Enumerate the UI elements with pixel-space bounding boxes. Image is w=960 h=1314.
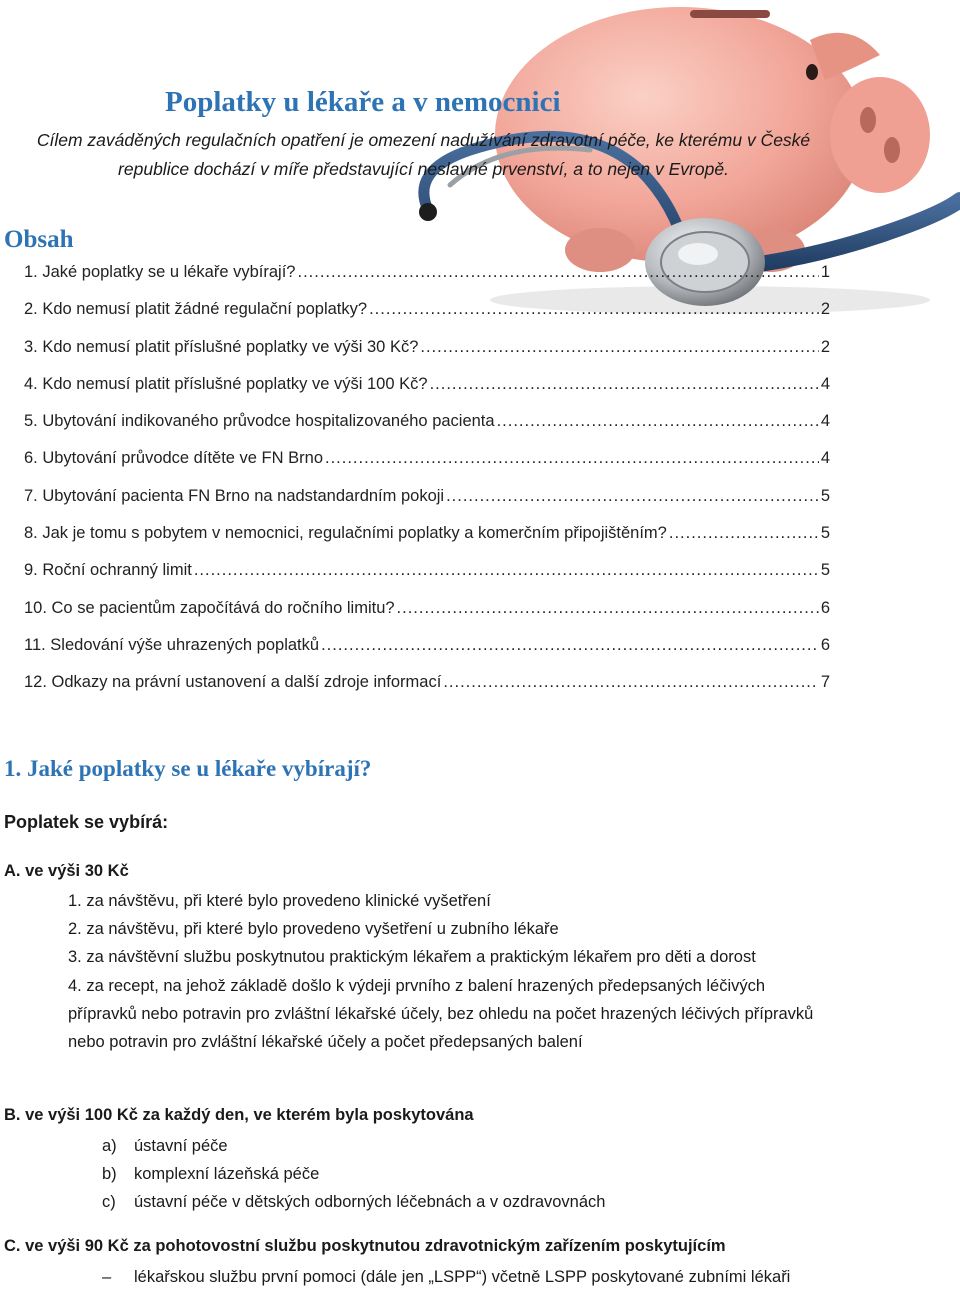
- toc-page-number: 6: [820, 635, 830, 654]
- toc-leader: [443, 664, 819, 701]
- toc-item-1[interactable]: [24, 254, 830, 291]
- toc-item-label: 9. Roční ochranný limit: [24, 561, 192, 580]
- toc-page-number: 5: [820, 561, 830, 580]
- fee-group-a-label: A. ve výši 30 Kč: [4, 862, 129, 880]
- toc-page-number: 4: [820, 374, 830, 393]
- toc-item-10[interactable]: [24, 590, 830, 627]
- toc-page-number: 5: [820, 486, 830, 505]
- list-item: 4. za recept, na jehož základě došlo k výdeji prvního z balení hrazených předepsaných léčivých přípravků nebo potravin pro zvláštní lékařské účely, bez ohledu na počet hrazených léčivých přípravků nebo potravin pro zvláštní lékařské účely a počet předepsaných balení: [68, 976, 814, 1052]
- toc-item-label: 11. Sledování výše uhrazených poplatků: [24, 635, 320, 654]
- list-item-text: komplexní lázeňská péče: [134, 1165, 320, 1184]
- fee-group-b-label: B. ve výši 100 Kč za každý den, ve kterém byla poskytována: [4, 1106, 474, 1124]
- page-subtitle: Cílem zaváděných regulačních opatření je omezení nadužívání zdravotní péče, ke kterému v České republice dochází v míře představující neslavné prvenství, a to nejen v Evropě.: [36, 130, 811, 179]
- fee-group-b-list: [102, 1132, 822, 1217]
- fee-group-a-list: [68, 887, 828, 1056]
- list-marker: c): [102, 1193, 116, 1212]
- toc-heading: Obsah: [4, 226, 74, 253]
- toc-item-label: 6. Ubytování průvodce dítěte ve FN Brno: [24, 449, 323, 468]
- toc-item-label: 4. Kdo nemusí platit příslušné poplatky ve výši 100 Kč?: [24, 374, 428, 393]
- list-item-text: ústavní péče v dětských odborných léčebnách a v ozdravovnách: [134, 1193, 606, 1212]
- toc-item-7[interactable]: [24, 478, 830, 515]
- table-of-contents: [24, 254, 830, 702]
- toc-leader: [497, 403, 819, 440]
- fee-group-c-label: C. ve výši 90 Kč za pohotovostní službu poskytnutou zdravotnickým zařízením poskytujícím: [4, 1237, 726, 1255]
- toc-item-8[interactable]: [24, 515, 830, 552]
- section-heading: 1. Jaké poplatky se u lékaře vybírají?: [4, 756, 372, 781]
- toc-page-number: 5: [820, 524, 830, 543]
- toc-page-number: 4: [820, 449, 830, 468]
- list-item: 3. za návštěvní službu poskytnutou praktickým lékařem a praktickým lékařem pro děti a dorost: [68, 948, 756, 967]
- toc-item-label: 5. Ubytování indikovaného průvodce hospitalizovaného pacienta: [24, 412, 495, 431]
- toc-item-12[interactable]: [24, 664, 830, 701]
- list-item-text: lékařskou službu první pomoci (dále jen „LSPP“) včetně LSPP poskytované zubními lékaři: [134, 1268, 791, 1286]
- toc-item-label: 3. Kdo nemusí platit příslušné poplatky ve výši 30 Kč?: [24, 337, 419, 356]
- toc-item-label: 2. Kdo nemusí platit žádné regulační poplatky?: [24, 300, 368, 319]
- list-item: 1. za návštěvu, při které bylo provedeno klinické vyšetření: [68, 892, 491, 910]
- toc-item-label: 12. Odkazy na právní ustanovení a další zdroje informací: [24, 673, 442, 692]
- list-item: [102, 1188, 822, 1216]
- toc-leader: [325, 440, 819, 477]
- toc-leader: [669, 515, 819, 552]
- toc-item-3[interactable]: [24, 329, 830, 366]
- toc-item-2[interactable]: [24, 291, 830, 328]
- toc-page-number: 7: [820, 673, 830, 692]
- toc-leader: [430, 366, 819, 403]
- toc-page-number: 1: [820, 263, 830, 281]
- dash-marker: –: [102, 1268, 112, 1286]
- toc-page-number: 2: [820, 337, 830, 356]
- toc-item-5[interactable]: [24, 403, 830, 440]
- toc-item-4[interactable]: [24, 366, 830, 403]
- toc-item-label: 7. Ubytování pacienta FN Brno na nadstandardním pokoji: [24, 486, 445, 505]
- toc-item-label: 10. Co se pacientům započítává do ročního limitu?: [24, 598, 395, 617]
- list-item: [102, 1160, 822, 1188]
- list-item: 2. za návštěvu, při které bylo provedeno vyšetření u zubního lékaře: [68, 920, 559, 939]
- toc-leader: [446, 478, 819, 515]
- toc-item-label: 1. Jaké poplatky se u lékaře vybírají?: [24, 263, 296, 281]
- fee-group-c-list: [102, 1263, 822, 1291]
- list-item: [102, 1132, 822, 1160]
- toc-leader: [194, 552, 819, 589]
- toc-leader: [297, 254, 818, 291]
- toc-item-9[interactable]: [24, 552, 830, 589]
- toc-item-11[interactable]: [24, 627, 830, 664]
- toc-leader: [369, 291, 819, 328]
- toc-page-number: 6: [820, 598, 830, 617]
- list-item-text: ústavní péče: [134, 1137, 228, 1155]
- page-title: Poplatky u lékaře a v nemocnici: [165, 86, 561, 118]
- section-subheading: Poplatek se vybírá:: [4, 812, 169, 832]
- toc-leader: [321, 627, 819, 664]
- toc-leader: [420, 329, 818, 366]
- list-marker: b): [102, 1165, 117, 1184]
- toc-page-number: 4: [820, 412, 830, 431]
- list-item: [102, 1263, 822, 1291]
- toc-item-label: 8. Jak je tomu s pobytem v nemocnici, regulačními poplatky a komerčním připojištěním?: [24, 524, 667, 543]
- toc-page-number: 2: [820, 300, 830, 319]
- toc-item-6[interactable]: [24, 440, 830, 477]
- list-marker: a): [102, 1137, 117, 1155]
- toc-leader: [397, 590, 819, 627]
